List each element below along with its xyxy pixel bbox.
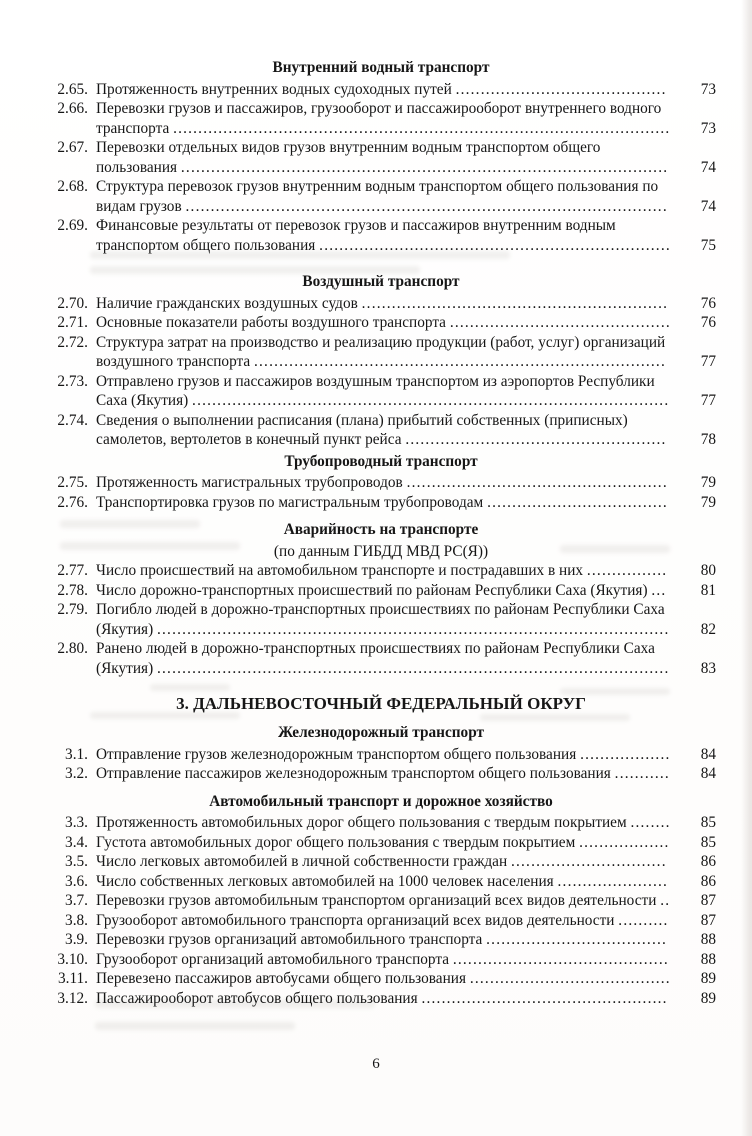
toc-entry-page: 73	[700, 119, 716, 137]
toc-entry-title-text: Отправлено грузов и пассажиров воздушным транспортом из аэропортов Республики Саха (Якутия)	[96, 372, 655, 409]
toc-entry-page: 85	[700, 814, 716, 831]
toc-entry	[46, 581, 716, 601]
leader-dots: ......................................................................	[319, 236, 671, 254]
toc-entry-title-text: Грузооборот автомобильного транспорта организаций всех видов деятельности	[96, 911, 615, 929]
toc-entry-title-text: Протяженность внутренних водных судоходных путей	[96, 80, 452, 98]
leader-dots: .............................................................	[361, 294, 669, 312]
leader-dots: ...........................................	[452, 950, 669, 968]
toc-section	[46, 272, 716, 450]
toc-entry	[46, 813, 716, 833]
toc-entry	[46, 493, 716, 513]
toc-entry-title	[96, 950, 676, 970]
toc-entry	[46, 473, 716, 493]
toc-entry-page: 83	[700, 659, 716, 677]
scan-edge-artifact	[741, 0, 752, 1136]
toc-entry-number: 2.69.	[57, 217, 88, 234]
toc-entry-number: 2.76.	[57, 493, 88, 511]
toc-entry-number: 2.65.	[57, 80, 88, 98]
toc-entry-title-text: Число легковых автомобилей в личной собственности граждан	[96, 853, 508, 870]
toc-entry-page: 86	[700, 853, 716, 870]
toc-entry-number: 3.9.	[65, 931, 88, 948]
toc-entry	[46, 950, 716, 970]
toc-entry	[46, 411, 716, 450]
toc-entry	[46, 177, 716, 216]
toc-entry-page: 79	[700, 474, 716, 491]
toc-entry-number: 2.74.	[57, 411, 88, 429]
toc-entry-number: 2.75.	[57, 474, 88, 491]
toc-entry-number: 3.10.	[57, 950, 88, 968]
toc-section	[46, 723, 716, 784]
toc-entry-title-text: Перевозки отдельных видов грузов внутренним водным транспортом общего пользования	[96, 139, 601, 176]
toc-entry-number: 3.12.	[57, 989, 88, 1007]
toc-entry-number: 3.5.	[65, 853, 88, 870]
toc-entry-title-text: Отправление грузов железнодорожным транспортом общего пользования	[96, 745, 577, 763]
toc-entry-title	[96, 989, 676, 1009]
toc-entry-page: 80	[700, 562, 716, 579]
toc-entry-title-text: Число происшествий на автомобильном транспорте и пострадавших в них	[96, 562, 584, 579]
toc-entry	[46, 313, 716, 333]
toc-entry-title	[96, 600, 676, 639]
toc-entry	[46, 561, 716, 581]
toc-entry-title	[96, 99, 676, 138]
toc-entry-title	[96, 891, 676, 911]
toc-entry-page: 87	[700, 911, 716, 929]
section-heading: Внутренний водный транспорт	[272, 59, 490, 76]
toc-entry	[46, 930, 716, 950]
toc-entry-page: 79	[700, 493, 716, 511]
toc-entry-title	[96, 372, 676, 411]
leader-dots: ..................	[580, 745, 671, 763]
leader-dots: ......................................................................................................	[157, 659, 670, 677]
leader-dots: ...........	[614, 765, 670, 782]
leader-dots: ...................................................................................................	[173, 119, 671, 137]
toc-entry-title	[96, 493, 676, 513]
leader-dots: ..................	[579, 833, 670, 851]
toc-entry-title	[96, 872, 676, 892]
toc-entry-page: 88	[700, 950, 716, 968]
toc-entry-title	[96, 745, 676, 765]
leader-dots: ...	[651, 581, 667, 599]
toc-entry-page: 74	[700, 197, 716, 215]
toc-entry-page: 74	[700, 158, 716, 176]
toc-entry-title	[96, 138, 676, 177]
leader-dots: ................	[586, 562, 668, 579]
toc-entry-title-text: Число дорожно-транспортных происшествий по районам Республики Саха (Якутия)	[96, 581, 648, 599]
toc-entry-page: 87	[700, 892, 716, 909]
toc-entry-page: 88	[700, 931, 716, 948]
leader-dots: ............................................	[449, 314, 671, 331]
toc-entry-title-text: Структура перевозок грузов внутренним водным транспортом общего пользования по видам грузов	[96, 178, 659, 215]
leader-dots: ..........................................	[455, 80, 667, 98]
toc-entry-title-text: Основные показатели работы воздушного транспорта	[96, 314, 446, 331]
section-heading: Трубопроводный транспорт	[284, 452, 478, 470]
toc-chapter	[46, 693, 716, 715]
toc-entry-number: 2.67.	[57, 139, 88, 156]
page-footer	[0, 1056, 752, 1073]
toc-entry-title-text: Отправление пассажиров железнодорожным транспортом общего пользования	[96, 765, 611, 782]
toc-entry	[46, 600, 716, 639]
toc-entry	[46, 989, 716, 1009]
section-heading: Автомобильный транспорт и дорожное хозяйство	[209, 792, 553, 810]
leader-dots: .................................................................................................	[180, 158, 669, 176]
toc-entry-title	[96, 80, 676, 100]
toc-entry-title	[96, 333, 676, 372]
toc-entry-title-text: Пассажирооборот автобусов общего пользования	[96, 989, 418, 1007]
section-heading: Железнодорожный транспорт	[277, 724, 485, 741]
toc-entry-page: 78	[700, 431, 716, 448]
toc-entry-title	[96, 852, 676, 872]
toc-entry-number: 2.73.	[57, 372, 88, 390]
toc-entry-number: 3.8.	[65, 911, 88, 929]
toc-entry-page: 76	[700, 314, 716, 331]
leader-dots: ..........	[618, 911, 669, 929]
toc-entry	[46, 138, 716, 177]
toc-section	[46, 452, 716, 513]
leader-dots: .................................................	[421, 989, 668, 1007]
toc-entry-page: 82	[700, 620, 716, 638]
toc-section	[46, 58, 716, 255]
toc-section	[46, 520, 716, 678]
toc-entry-list	[46, 294, 716, 450]
toc-entry-title	[96, 930, 676, 950]
toc-entry-number: 2.70.	[57, 294, 88, 312]
toc-entry-list	[46, 80, 716, 256]
toc-entry	[46, 216, 716, 255]
toc-entry-title-text: Сведения о выполнении расписания (плана) прибытий собственных (приписных) самолетов, вертолетов в конечный пункт рейса	[96, 411, 628, 448]
toc-entry-title-text: Протяженность магистральных трубопроводов	[96, 474, 403, 491]
toc-entry-title	[96, 411, 676, 450]
toc-entry	[46, 852, 716, 872]
leader-dots: ......................	[557, 872, 669, 890]
toc-entry-number: 3.3.	[65, 814, 88, 831]
leader-dots: ..	[660, 892, 671, 909]
toc-entry-page: 77	[700, 353, 716, 370]
toc-entry-list	[46, 813, 716, 1008]
toc-entry-title-text: Перевозки грузов автомобильным транспортом организаций всех видов деятельности	[96, 892, 657, 909]
toc-entry	[46, 294, 716, 314]
toc-entry-page: 89	[700, 989, 716, 1007]
toc-entry	[46, 872, 716, 892]
toc-entry-list	[46, 561, 716, 678]
toc-entry-title-text: Перевозки грузов организаций автомобильного транспорта	[96, 931, 483, 948]
toc-entry-number: 2.66.	[57, 100, 88, 117]
toc-entry-title	[96, 764, 676, 784]
toc-entry-title	[96, 833, 676, 853]
toc-entry-title	[96, 473, 676, 493]
toc-entry-title	[96, 313, 676, 333]
bleed-through-artifact	[95, 1022, 295, 1030]
toc-entry	[46, 969, 716, 989]
toc-entry-page: 84	[700, 745, 716, 763]
chapter-heading: 3. ДАЛЬНЕВОСТОЧНЫЙ ФЕДЕРАЛЬНЫЙ ОКРУГ	[176, 694, 586, 713]
toc-entry-number: 3.4.	[65, 833, 88, 851]
toc-entry-number: 3.11.	[57, 970, 88, 987]
toc-entry-title	[96, 294, 676, 314]
table-of-contents	[46, 58, 716, 1008]
toc-entry-title-text: Погибло людей в дорожно-транспортных происшествиях по районам Республики Саха (Якутия)	[96, 601, 665, 638]
toc-entry	[46, 764, 716, 784]
toc-entry-page: 84	[700, 765, 716, 782]
toc-entry-page: 89	[700, 970, 716, 987]
leader-dots: ......................................................................................................	[157, 620, 670, 638]
toc-entry-list	[46, 745, 716, 784]
toc-entry	[46, 891, 716, 911]
leader-dots: ................................................................................................	[185, 197, 668, 215]
toc-entry-title-text: Наличие гражданских воздушных судов	[96, 294, 358, 312]
toc-entry-title	[96, 581, 676, 601]
leader-dots: ........	[630, 814, 671, 831]
section-heading: Воздушный транспорт	[302, 273, 460, 290]
leader-dots: ...............................	[510, 853, 667, 870]
toc-entry	[46, 833, 716, 853]
toc-entry-page: 85	[700, 833, 716, 851]
toc-entry-title-text: Перевозки грузов и пассажиров, грузооборот и пассажирооборот внутреннего водного транспорта	[96, 100, 662, 137]
toc-entry	[46, 99, 716, 138]
toc-entry-title	[96, 911, 676, 931]
toc-entry-title	[96, 813, 676, 833]
toc-entry-title-text: Грузооборот организаций автомобильного транспорта	[96, 950, 450, 968]
leader-dots: ...............................................................................................	[192, 392, 670, 409]
leader-dots: ....................................................	[405, 431, 667, 448]
toc-entry-page: 77	[700, 392, 716, 409]
leader-dots: ........................................	[469, 970, 671, 987]
toc-entry-title-text: Густота автомобильных дорог общего пользования с твердым покрытием	[96, 833, 576, 851]
toc-entry-number: 2.68.	[57, 178, 88, 195]
toc-entry-number: 2.72.	[57, 333, 88, 351]
leader-dots: ....................................................	[406, 474, 668, 491]
section-subheading: (по данным ГИБДД МВД РС(Я))	[273, 542, 489, 560]
leader-dots: ....................................	[487, 493, 668, 511]
toc-entry-number: 3.7.	[65, 892, 88, 909]
toc-entry	[46, 333, 716, 372]
toc-entry-number: 2.80.	[57, 640, 88, 657]
toc-entry-page: 86	[700, 872, 716, 890]
toc-entry-title-text: Ранено людей в дорожно-транспортных происшествиях по районам Республики Саха (Якутия)	[96, 640, 655, 677]
toc-entry-number: 3.2.	[65, 765, 88, 782]
toc-entry-title-text: Протяженность автомобильных дорог общего пользования с твердым покрытием	[96, 814, 627, 831]
toc-entry-number: 3.1.	[65, 745, 88, 763]
toc-entry	[46, 911, 716, 931]
toc-entry-title	[96, 969, 676, 989]
toc-entry-title-text: Перевезено пассажиров автобусами общего пользования	[96, 970, 467, 987]
leader-dots: ..................................................................................	[254, 353, 666, 370]
toc-entry-number: 2.77.	[57, 562, 88, 579]
toc-section	[46, 792, 716, 1009]
page-number: 6	[372, 1056, 380, 1072]
toc-entry-list	[46, 473, 716, 512]
toc-entry-page: 73	[700, 80, 716, 98]
toc-entry	[46, 80, 716, 100]
toc-entry	[46, 639, 716, 678]
leader-dots: ....................................	[486, 931, 668, 948]
toc-entry-page: 81	[700, 581, 716, 599]
toc-entry	[46, 372, 716, 411]
toc-entry-title	[96, 177, 676, 216]
toc-entry-number: 2.79.	[57, 601, 88, 618]
toc-entry-title-text: Число собственных легковых автомобилей на 1000 человек населения	[96, 872, 554, 890]
toc-entry-title-text: Структура затрат на производство и реализацию продукции (работ, услуг) организаций воздушного транспорта	[96, 333, 666, 370]
toc-entry-title	[96, 216, 676, 255]
toc-entry-number: 2.78.	[57, 581, 88, 599]
toc-entry	[46, 745, 716, 765]
toc-entry-title-text: Финансовые результаты от перевозок грузов и пассажиров внутренним водным транспортом общего пользования	[96, 217, 616, 254]
toc-entry-page: 76	[700, 294, 716, 312]
section-heading: Аварийность на транспорте	[283, 521, 479, 538]
toc-entry-title	[96, 639, 676, 678]
toc-entry-number: 2.71.	[57, 314, 88, 331]
toc-entry-number: 3.6.	[65, 872, 88, 890]
toc-entry-page: 75	[700, 236, 716, 254]
toc-entry-title-text: Транспортировка грузов по магистральным трубопроводам	[96, 493, 484, 511]
toc-entry-title	[96, 561, 676, 581]
